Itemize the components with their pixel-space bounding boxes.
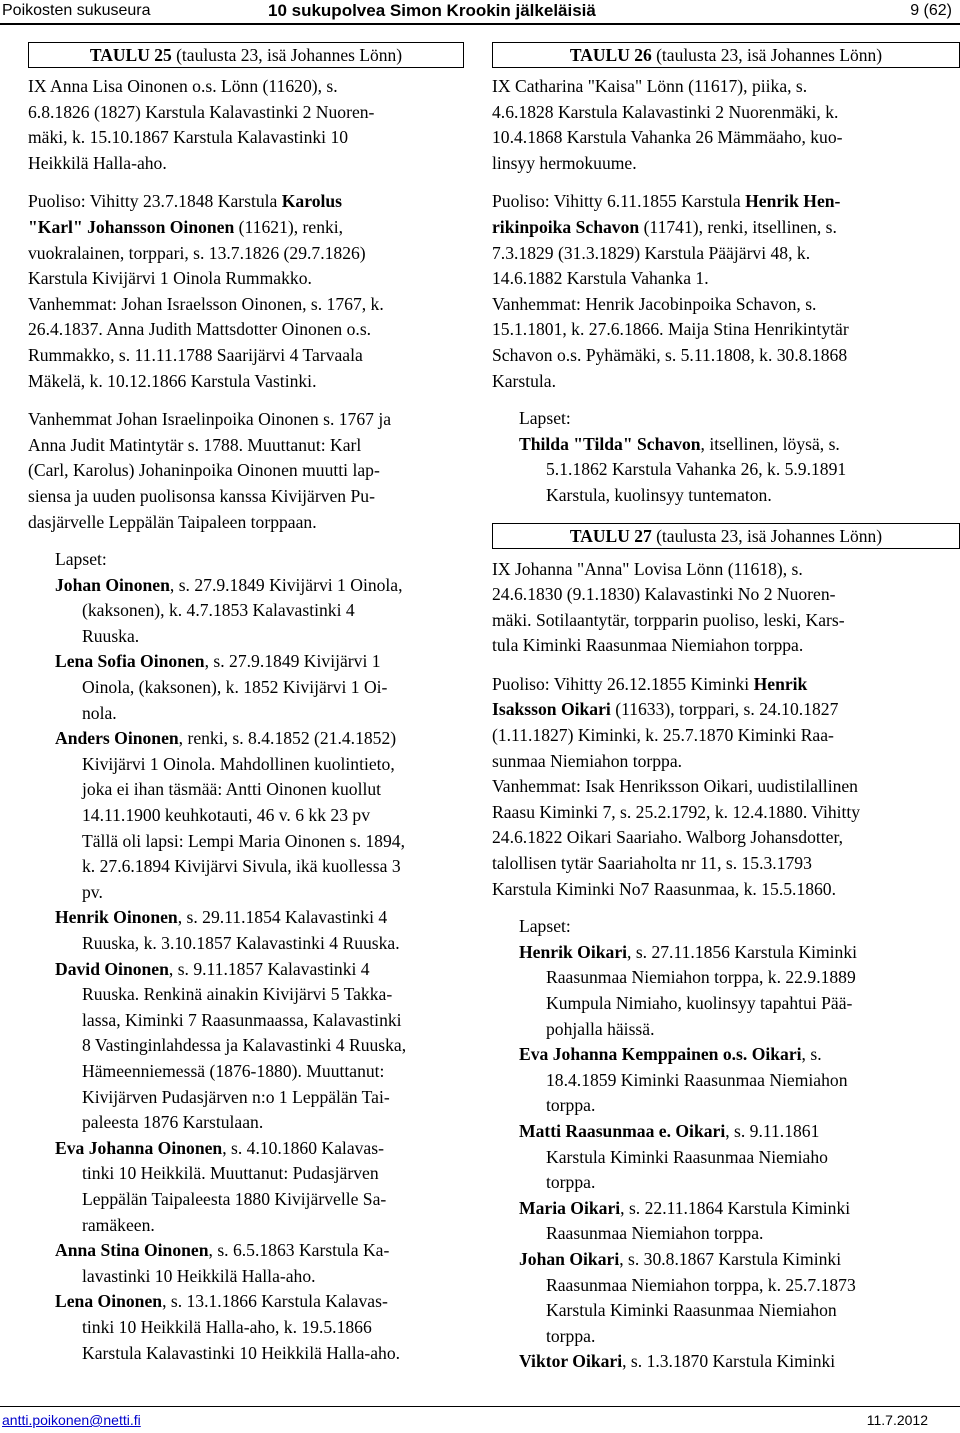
- child-entry: [519, 940, 960, 1042]
- text-line: Schavon o.s. Pyhämäki, s. 5.11.1808, k. 30.8.1868: [492, 344, 848, 365]
- child-text: , s. 27.9.1849 Kivijärvi 1 Oinola,: [169, 574, 403, 595]
- child-text: Ruuska.: [82, 625, 140, 646]
- text-line: Puoliso: Vihitty 26.12.1855 Kiminki: [492, 673, 754, 694]
- footer-rule: [0, 1406, 960, 1407]
- children-label: Lapset:: [55, 549, 107, 570]
- child-text: , s. 1.3.1870 Karstula Kiminki: [622, 1351, 836, 1372]
- text-line: dasjärvelle Leppälän Taipaleen torppaan.: [28, 511, 317, 532]
- child-text: , s. 22.11.1864 Karstula Kiminki: [620, 1197, 851, 1218]
- child-text: , s. 29.11.1854 Kalavastinki 4: [177, 907, 388, 928]
- child-entry: [55, 649, 464, 726]
- person-paragraph: [28, 74, 464, 176]
- child-text: lavastinki 10 Heikkilä Halla-aho.: [82, 1265, 316, 1286]
- child-text: Oinola, (kaksonen), k. 1852 Kivijärvi 1 Oi-: [82, 677, 388, 698]
- text-line: 10.4.1868 Karstula Vahanka 26 Mämmäaho, kuo-: [492, 127, 843, 148]
- child-text: Karstula, kuolinsyy tuntematon.: [546, 484, 772, 505]
- text-line: Karstula Kiminki No7 Raasunmaa, k. 15.5.1860.: [492, 878, 837, 899]
- child-text: joka ei ihan täsmää: Antti Oinonen kuollut: [82, 779, 382, 800]
- text-line: tula Kiminki Raasunmaa Niemiahon torppa.: [492, 635, 804, 656]
- text-line: 6.8.1826 (1827) Karstula Kalavastinki 2 Nuoren-: [28, 101, 375, 122]
- text-line: Anna Judit Matintytär s. 1788. Muuttanut: Karl: [28, 434, 362, 455]
- child-entry: [519, 1349, 960, 1375]
- text-line: Vanhemmat Johan Israelinpoika Oinonen s. 1767 ja: [28, 409, 392, 430]
- text-line: Raasu Kiminki 7, s. 25.2.1792, k. 12.4.1880. Vihitty: [492, 801, 861, 822]
- child-text: ramäkeen.: [82, 1214, 155, 1235]
- child-text: Kivijärvi 1 Oinola. Mahdollinen kuolintieto,: [82, 753, 395, 774]
- child-text: torppa.: [546, 1095, 596, 1116]
- text-line: Karstula.: [492, 370, 557, 391]
- child-entry: [519, 1247, 960, 1349]
- right-column: [492, 42, 960, 1375]
- child-text: Raasunmaa Niemiahon torppa, k. 25.7.1873: [546, 1274, 856, 1295]
- children-label: Lapset:: [519, 408, 571, 429]
- table-26-label: TAULU 26: [569, 45, 652, 65]
- child-text: torppa.: [546, 1325, 596, 1346]
- text-line: Puoliso: Vihitty 23.7.1848 Karstula: [28, 191, 282, 212]
- child-text: Hämeenniemessä (1876-1880). Muuttanut:: [82, 1060, 385, 1081]
- text-line: Karstula Kivijärvi 1 Oinola Rummakko.: [28, 268, 312, 289]
- child-text: Leppälän Taipaleesta 1880 Kivijärvelle Sa-: [82, 1188, 387, 1209]
- child-name: Thilda "Tilda" Schavon: [519, 433, 701, 454]
- children-list: [492, 940, 960, 1375]
- child-name: Lena Sofia Oinonen: [55, 651, 205, 672]
- child-name: Anna Stina Oinonen: [55, 1240, 209, 1261]
- child-entry: [55, 573, 464, 650]
- text-line: 24.6.1822 Oikari Saariaho. Walborg Johansdotter,: [492, 827, 843, 848]
- child-name: Maria Oikari: [519, 1197, 621, 1218]
- text-line: 24.6.1830 (9.1.1830) Kalavastinki No 2 Nuoren-: [492, 584, 836, 605]
- child-entry: [519, 1119, 960, 1196]
- child-text: , s. 13.1.1866 Karstula Kalavas-: [162, 1291, 388, 1312]
- child-text: , s.: [801, 1044, 822, 1065]
- child-entry: [519, 432, 960, 509]
- text-line: (1.11.1827) Kiminki, k. 25.7.1870 Kiminki Raa-: [492, 725, 834, 746]
- spouse-name: Henrik Hen-: [745, 191, 841, 212]
- text-line: IX Johanna "Anna" Lovisa Lönn (11618), s.: [492, 558, 803, 579]
- table-27-ref: (taulusta 23, isä Johannes Lönn): [651, 525, 883, 546]
- table-25-label: TAULU 25: [89, 45, 172, 65]
- child-text: tinki 10 Heikkilä Halla-aho, k. 19.5.1866: [82, 1316, 372, 1337]
- person-paragraph: [492, 74, 960, 176]
- child-name: Lena Oinonen: [55, 1291, 163, 1312]
- table-25-ref: (taulusta 23, isä Johannes Lönn): [171, 45, 403, 65]
- text-line: vuokralainen, torppari, s. 13.7.1826 (29.7.1826): [28, 242, 366, 263]
- child-text: 5.1.1862 Karstula Vahanka 26, k. 5.9.1891: [546, 459, 847, 480]
- text-line: Vanhemmat: Johan Israelsson Oinonen, s. 1767, k.: [28, 293, 384, 314]
- child-entry: [55, 1289, 464, 1366]
- child-text: 8 Vastinginlahdessa ja Kalavastinki 4 Ruuska,: [82, 1035, 407, 1056]
- spouse-paragraph: [492, 672, 960, 902]
- page-header: [0, 0, 960, 24]
- notes-paragraph: [28, 407, 464, 535]
- children-label: Lapset:: [519, 916, 571, 937]
- child-text: Karstula Kiminki Raasunmaa Niemiahon: [546, 1300, 837, 1321]
- child-text: Raasunmaa Niemiahon torppa.: [546, 1223, 764, 1244]
- spouse-name: "Karl" Johansson Oinonen: [28, 216, 235, 237]
- text-line: siensa ja uuden puolisonsa kanssa Kivijärven Pu-: [28, 485, 375, 506]
- page-footer: [0, 1408, 960, 1433]
- child-name: Anders Oinonen: [55, 728, 179, 749]
- child-entry: [55, 905, 464, 956]
- person-paragraph: [492, 557, 960, 659]
- child-text: , s. 30.8.1867 Karstula Kiminki: [619, 1248, 842, 1269]
- spouse-name: Henrik: [753, 673, 808, 694]
- child-entry: [519, 1042, 960, 1119]
- text-line: 7.3.1829 (31.3.1829) Karstula Pääjärvi 48, k.: [492, 242, 811, 263]
- child-name: Johan Oinonen: [55, 574, 170, 595]
- child-text: 18.4.1859 Kiminki Raasunmaa Niemiahon: [546, 1069, 848, 1090]
- child-text: , s. 9.11.1861: [725, 1120, 820, 1141]
- text-line: talollisen tytär Saariaholta nr 11, s. 15.3.1793: [492, 853, 812, 874]
- child-text: Ruuska, k. 3.10.1857 Kalavastinki 4 Ruuska.: [82, 933, 400, 953]
- child-text: Tällä oli lapsi: Lempi Maria Oinonen s. 1894,: [82, 830, 405, 851]
- child-name: Eva Johanna Oinonen: [55, 1137, 223, 1158]
- child-name: Henrik Oikari: [519, 941, 628, 962]
- child-text: pohjalla häissä.: [546, 1018, 655, 1039]
- child-entry: [55, 1238, 464, 1289]
- table-26-title: [492, 42, 960, 68]
- text-line: mäki. Sotilaantytär, torpparin puoliso, leski, Kars-: [492, 609, 845, 630]
- text-line: Heikkilä Halla-aho.: [28, 152, 167, 173]
- text-line: Rummakko, s. 11.11.1788 Saarijärvi 4 Tarvaala: [28, 344, 363, 365]
- child-text: , s. 6.5.1863 Karstula Ka-: [208, 1240, 390, 1261]
- table-27-title: [492, 523, 960, 549]
- text-line: (11621), renki,: [234, 216, 344, 237]
- text-line: IX Anna Lisa Oinonen o.s. Lönn (11620), s.: [28, 76, 338, 96]
- child-text: , renki, s. 8.4.1852 (21.4.1852): [178, 728, 397, 749]
- child-text: , s. 27.9.1849 Kivijärvi 1: [204, 651, 381, 672]
- child-text: torppa.: [546, 1172, 596, 1193]
- text-line: Puoliso: Vihitty 6.11.1855 Karstula: [492, 191, 746, 212]
- child-entry: [55, 726, 464, 905]
- child-text: 14.11.1900 keuhkotauti, 46 v. 6 kk 23 pv: [82, 805, 370, 826]
- child-text: lassa, Kiminki 7 Raasunmaassa, Kalavastinki: [82, 1009, 402, 1030]
- text-line: linsyy hermokuume.: [492, 152, 637, 173]
- child-entry: [55, 1136, 464, 1238]
- table-26-ref: (taulusta 23, isä Johannes Lönn): [651, 45, 883, 65]
- table-25-title: [28, 42, 464, 68]
- child-text: k. 27.6.1894 Kivijärvi Sivula, ikä kuollessa 3: [82, 856, 401, 877]
- text-line: Mäkelä, k. 10.12.1866 Karstula Vastinki.: [28, 370, 317, 391]
- spouse-name: rikinpoika Schavon: [492, 216, 640, 237]
- child-text: (kaksonen), k. 4.7.1853 Kalavastinki 4: [82, 600, 355, 621]
- text-line: Vanhemmat: Isak Henriksson Oikari, uudistilallinen: [492, 776, 858, 797]
- spouse-paragraph: [492, 189, 960, 394]
- child-text: Kumpula Nimiaho, kuolinsyy tapahtui Pää-: [546, 993, 853, 1013]
- text-line: (Carl, Karolus) Johaninpoika Oinonen muutti lap-: [28, 460, 380, 481]
- child-name: David Oinonen: [55, 958, 169, 979]
- spouse-paragraph: [28, 189, 464, 394]
- child-entry: [519, 1196, 960, 1247]
- child-text: tinki 10 Heikkilä. Muuttanut: Pudasjärven: [82, 1163, 379, 1184]
- child-name: Eva Johanna Kemppainen o.s. Oikari: [519, 1044, 802, 1065]
- spouse-name: Isaksson Oikari: [492, 699, 611, 720]
- child-text: Karstula Kiminki Raasunmaa Niemiaho: [546, 1146, 828, 1167]
- child-name: Matti Raasunmaa e. Oikari: [519, 1120, 726, 1141]
- text-line: sunmaa Niemiahon torppa.: [492, 750, 683, 771]
- footer-date: 11.7.2012: [866, 1412, 928, 1428]
- child-text: pv.: [82, 881, 103, 902]
- child-text: paleesta 1876 Karstulaan.: [82, 1112, 264, 1133]
- text-line: 14.6.1882 Karstula Vahanka 1.: [492, 268, 709, 289]
- spouse-name: Karolus: [281, 191, 343, 212]
- child-text: Raasunmaa Niemiahon torppa, k. 22.9.1889: [546, 967, 856, 988]
- child-text: , s. 27.11.1856 Karstula Kiminki: [627, 941, 858, 962]
- children-list: [28, 573, 464, 1366]
- child-entry: [55, 957, 464, 1136]
- email-link[interactable]: antti.poikonen@netti.fi: [2, 1412, 141, 1428]
- child-text: nola.: [82, 702, 117, 723]
- text-line: (11633), torppari, s. 24.10.1827: [610, 699, 839, 720]
- child-text: , s. 9.11.1857 Kalavastinki 4: [168, 958, 370, 979]
- text-line: IX Catharina "Kaisa" Lönn (11617), piika, s.: [492, 76, 808, 96]
- child-text: , s. 4.10.1860 Kalavas-: [222, 1137, 384, 1158]
- page-number: 9 (62): [910, 2, 952, 19]
- table-27-label: TAULU 27: [569, 525, 652, 546]
- child-text: Kivijärven Pudasjärven n:o 1 Leppälän Tai-: [82, 1086, 390, 1107]
- children-list: [492, 432, 960, 509]
- header-rule: [0, 23, 960, 25]
- text-line: 15.1.1801, k. 27.6.1866. Maija Stina Henrikintytär: [492, 319, 849, 340]
- society-name: Poikosten sukuseura: [2, 2, 151, 19]
- text-line: mäki, k. 15.10.1867 Karstula Kalavastinki 10: [28, 127, 349, 148]
- child-text: Karstula Kalavastinki 10 Heikkilä Halla-aho.: [82, 1342, 401, 1363]
- child-name: Viktor Oikari: [519, 1351, 623, 1372]
- left-column: [28, 42, 464, 1366]
- child-text: , itsellinen, löysä, s.: [700, 433, 840, 454]
- text-line: (11741), renki, itsellinen, s.: [639, 216, 837, 237]
- text-line: Vanhemmat: Henrik Jacobinpoika Schavon, s.: [492, 293, 817, 314]
- document-title: 10 sukupolvea Simon Krookin jälkeläisiä: [268, 1, 596, 20]
- text-line: 4.6.1828 Karstula Kalavastinki 2 Nuorenmäki, k.: [492, 101, 839, 122]
- text-line: 26.4.1837. Anna Judith Mattsdotter Oinonen o.s.: [28, 319, 372, 340]
- child-name: Johan Oikari: [519, 1248, 620, 1269]
- child-text: Ruuska. Renkinä ainakin Kivijärvi 5 Takka-: [82, 984, 393, 1005]
- child-name: Henrik Oinonen: [55, 907, 178, 928]
